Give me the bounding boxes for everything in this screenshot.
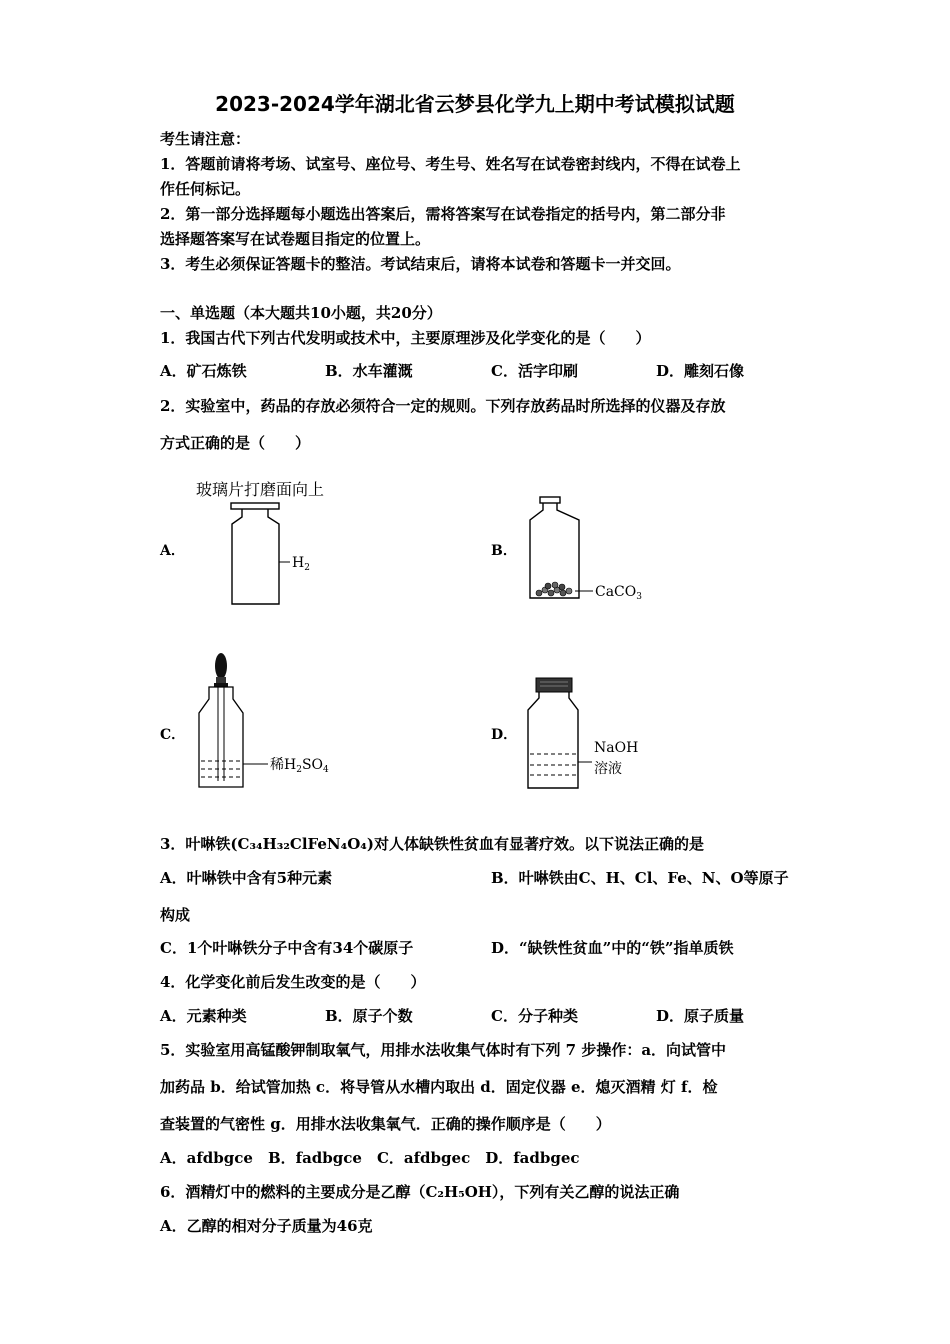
stopper-b xyxy=(540,497,560,503)
q6-stem: 6．酒精灯中的燃料的主要成分是乙醇（C₂H₅OH），下列有关乙醇的说法正确 xyxy=(160,1183,680,1201)
fig-a-label: H xyxy=(292,555,305,571)
q1-option-b: B．水车灌溉 xyxy=(325,362,413,380)
q2-option-b-label: B． xyxy=(491,543,517,559)
q2-stem-line-1: 2．实验室中，药品的存放必须符合一定的规则。下列存放药品时所选择的仪器及存放 xyxy=(160,397,726,415)
dropper-bottle xyxy=(199,687,243,787)
q2-figure-b xyxy=(520,490,680,615)
q1-option-c: C．活字印刷 xyxy=(491,362,578,380)
rubber-stopper xyxy=(536,678,572,692)
caco3-solids xyxy=(536,582,572,596)
dropper-bulb xyxy=(214,653,228,687)
notice-line-4: 选择题答案写在试卷题目指定的位置上。 xyxy=(160,230,431,248)
q2-figure-d xyxy=(520,672,670,794)
q2-stem-line-2: 方式正确的是（ ） xyxy=(160,434,311,452)
q2-option-a-label: A． xyxy=(160,543,185,559)
svg-text:H2: $H_2$ xyxy=(292,555,310,573)
liquid-c xyxy=(201,761,241,777)
notice-line-2: 作任何标记。 xyxy=(160,180,251,198)
q3-stem: 3．叶啉铁(C₃₄H₃₂ClFeN₄O₄)对人体缺铁性贫血有显著疗效。以下说法正确的是 xyxy=(160,835,704,853)
q3-option-b-cont: 构成 xyxy=(160,906,191,924)
q3-option-a: A．叶啉铁中含有5种元素 xyxy=(160,869,333,887)
notice-line-5: 3．考生必须保证答题卡的整洁。考试结束后，请将本试卷和答题卡一并交回。 xyxy=(160,255,681,273)
glass-plate xyxy=(231,503,279,509)
fig-d-label-1: NaOH xyxy=(594,740,639,756)
notice-heading: 考生请注意： xyxy=(160,130,251,148)
q5-line-1: 5．实验室用高锰酸钾制取氧气，用排水法收集气体时有下列 7 步操作：a．向试管中 xyxy=(160,1041,727,1059)
notice-line-1: 1．答题前请将考场、试室号、座位号、考生号、姓名写在试卷密封线内，不得在试卷上 xyxy=(160,155,741,173)
q4-stem: 4．化学变化前后发生改变的是（ ） xyxy=(160,973,426,991)
liquid-d xyxy=(530,754,576,775)
q5-line-3: 查装置的气密性 g．用排水法收集氧气．正确的操作顺序是（ ） xyxy=(160,1115,611,1133)
q4-option-d: D．原子质量 xyxy=(656,1007,745,1025)
svg-text:CaCO3: CaCO$_3$ xyxy=(595,584,642,602)
reagent-bottle-d xyxy=(528,692,578,788)
fig-d-label-2: 溶液 xyxy=(594,761,622,777)
q2-figure-a xyxy=(190,476,370,616)
q3-option-b: B．叶啉铁由C、H、Cl、Fe、N、O等原子 xyxy=(491,869,789,887)
fig-a-caption: 玻璃片打磨面向上 xyxy=(196,480,325,499)
q4-option-c: C．分子种类 xyxy=(491,1007,578,1025)
page-title: 2023-2024学年湖北省云梦县化学九上期中考试模拟试题 xyxy=(215,92,735,116)
q3-option-d: D．“缺铁性贫血”中的“铁”指单质铁 xyxy=(491,939,734,957)
q2-figure-c xyxy=(185,647,345,795)
q2-option-c-label: C． xyxy=(160,727,186,743)
q5-line-2: 加药品 b．给试管加热 c．将导管从水槽内取出 d．固定仪器 e．熄灭酒精 灯 f．检 xyxy=(160,1078,718,1096)
notice-line-3: 2．第一部分选择题每小题选出答案后，需将答案写在试卷指定的括号内，第二部分非 xyxy=(160,205,726,223)
q4-option-a: A．元素种类 xyxy=(160,1007,247,1025)
q1-option-a: A．矿石炼铁 xyxy=(160,362,247,380)
q1-stem: 1．我国古代下列古代发明或技术中，主要原理涉及化学变化的是（ ） xyxy=(160,329,651,347)
fig-c-label: 稀H xyxy=(270,757,297,773)
q6-option-a: A．乙醇的相对分子质量为46克 xyxy=(160,1217,373,1235)
q4-option-b: B．原子个数 xyxy=(325,1007,413,1025)
fig-b-label: CaCO xyxy=(595,584,637,600)
q1-option-d: D．雕刻石像 xyxy=(656,362,745,380)
section-heading: 一、单选题（本大题共10小题，共20分） xyxy=(160,304,442,322)
gas-jar-a xyxy=(232,509,279,604)
q2-option-d-label: D． xyxy=(491,727,518,743)
q5-options: A．afdbgce B．fadbgce C．afdbgec D．fadbgec xyxy=(160,1149,580,1167)
q3-option-c: C．1个叶啉铁分子中含有34个碳原子 xyxy=(160,939,414,957)
svg-text:稀H2SO4: 稀$H_2SO_4$ xyxy=(270,757,329,775)
